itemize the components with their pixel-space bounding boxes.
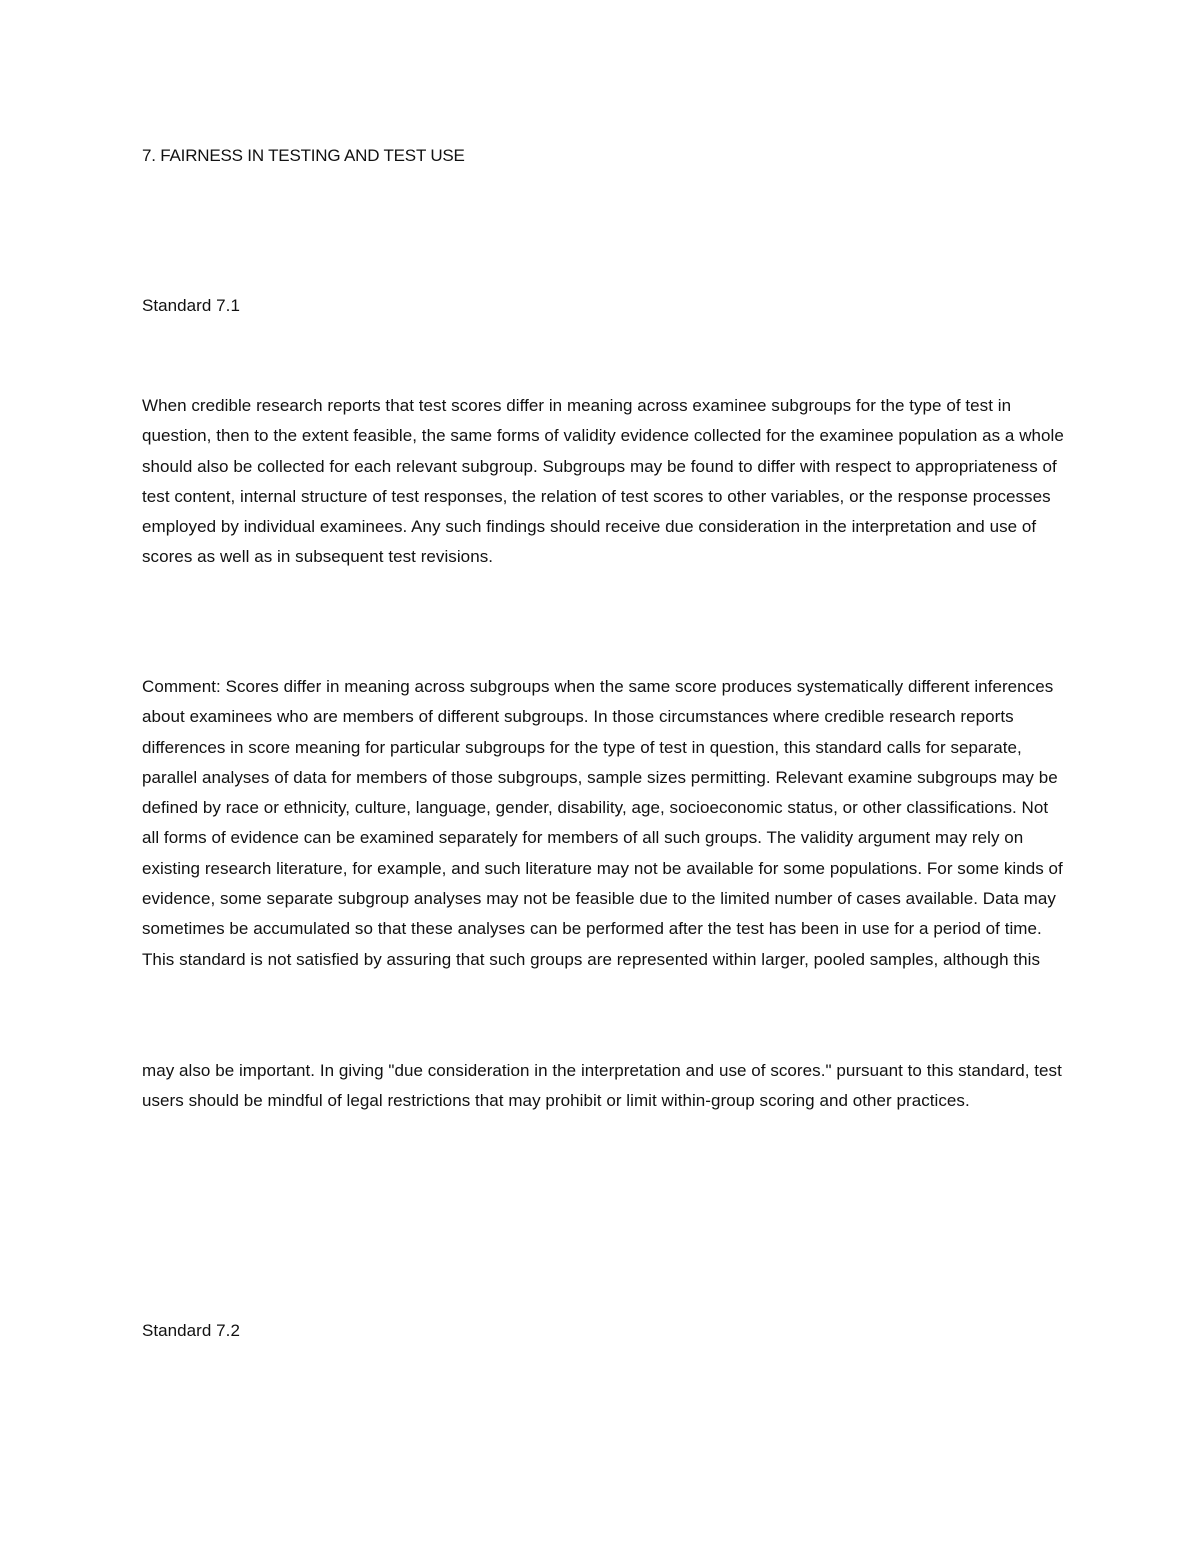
standard-7-2-label: Standard 7.2 xyxy=(142,1321,240,1340)
standard-7-1-comment-continued: may also be important. In giving "due consideration in the interpretation and use of scores." pursuant to this standard, test users should be mindful of legal restrictions that may prohibit or limit within-group scoring and other practices. xyxy=(142,1061,1062,1111)
section-heading: 7. FAIRNESS IN TESTING AND TEST USE xyxy=(142,146,465,165)
standard-7-1-comment: Comment: Scores differ in meaning across subgroups when the same score produces systematically different inferences about examinees who are members of different subgroups. In those circumstances where credible research reports differences in score meaning for particular subgroups for the type of test in question, this standard calls for separate, parallel analyses of data for members of those subgroups, sample sizes permitting. Relevant examine subgroups may be defined by race or ethnicity, culture, language, gender, disability, age, socioeconomic status, or other classifications. Not all forms of evidence can be examined separately for members of all such groups. The validity argument may rely on existing research literature, for example, and such literature may not be available for some populations. For some kinds of evidence, some separate subgroup analyses may not be feasible due to the limited number of cases available. Data may sometimes be accumulated so that these analyses can be performed after the test has been in use for a period of time. This standard is not satisfied by assuring that such groups are represented within larger, pooled samples, although this xyxy=(142,677,1063,969)
standard-7-1-body: When credible research reports that test scores differ in meaning across examinee subgroups for the type of test in question, then to the extent feasible, the same forms of validity evidence collected for the examinee population as a whole should also be collected for each relevant subgroup. Subgroups may be found to differ with respect to appropriateness of test content, internal structure of test responses, the relation of test scores to other variables, or the response processes employed by individual examinees. Any such findings should receive due consideration in the interpretation and use of scores as well as in subsequent test revisions. xyxy=(142,396,1064,567)
standard-7-1-label: Standard 7.1 xyxy=(142,296,240,315)
